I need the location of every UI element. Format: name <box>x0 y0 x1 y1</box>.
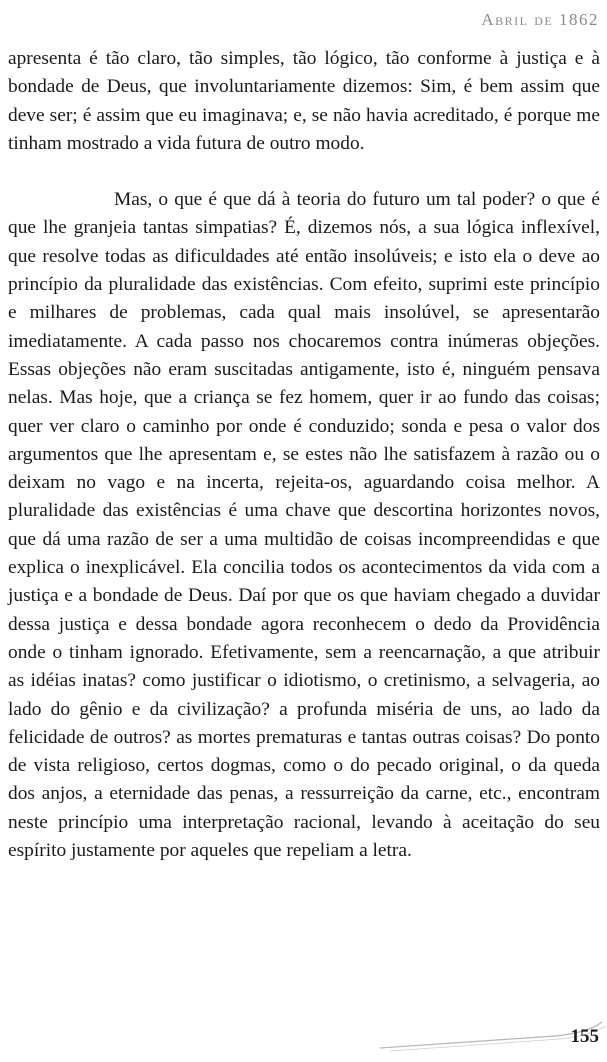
running-header: Abril de 1862 <box>481 10 599 29</box>
page-number: 155 <box>570 1026 599 1047</box>
paragraph-2: Mas, o que é que dá à teoria do futuro um tal poder? o que é que lhe granjeia tantas simpatias? É, dizemos nós, a sua lógica inflexível, que resolve todas as dificuldades até então insolúveis; e isto ela o deve ao princípio da pluralidade das existências. Com efeito, suprimi este princípio e milhares de problemas, cada qual mais insolúvel, se apresentarão imediatamente. A cada passo nos chocaremos contra inúmeras objeções. Essas objeções não eram suscitadas antigamente, isto é, ninguém pensava nelas. Mas hoje, que a criança se fez homem, quer ir ao fundo das coisas; quer ver claro o caminho por onde é conduzido; sonda e pesa o valor dos argumentos que lhe apresentam e, se estes não lhe satisfazem à razão ou o deixam no vago e na incerta, rejeita-os, aguardando coisa melhor. A pluralidade das existências é uma chave que descortina horizontes novos, que dá uma razão de ser a uma multidão de coisas incompreendidas e que explica o inexplicável. Ela concilia todos os acontecimentos da vida com a justiça e a bondade de Deus. Daí por que os que haviam chegado a duvidar dessa justiça e dessa bondade agora reconhecem o dedo da Providência onde o tinham ignorado. Efetivamente, sem a reencarnação, a que atribuir as idéias inatas? como justificar o idiotismo, o cretinismo, a selvageria, ao lado do gênio e da civilização? a profunda miséria de uns, ao lado da felicidade de outros? as mortes prematuras e tantas outras coisas? Do ponto de vista religioso, certos dogmas, como o do pecado original, o da queda dos anjos, a eternidade das penas, a ressurreição da carne, etc., encontram neste princípio uma interpretação racional, levando à aceitação do seu espírito justamente por aqueles que repeliam a letra. <box>8 189 600 862</box>
paragraph-1: apresenta é tão claro, tão simples, tão lógico, tão conforme à justiça e à bondade de Deus, que involuntariamente dizemos: Sim, é bem assim que deve ser; é assim que eu imaginava; e, se não havia acreditado, é porque me tinham mostrado a vida futura de outro modo. <box>8 48 600 154</box>
body-text <box>8 45 600 865</box>
